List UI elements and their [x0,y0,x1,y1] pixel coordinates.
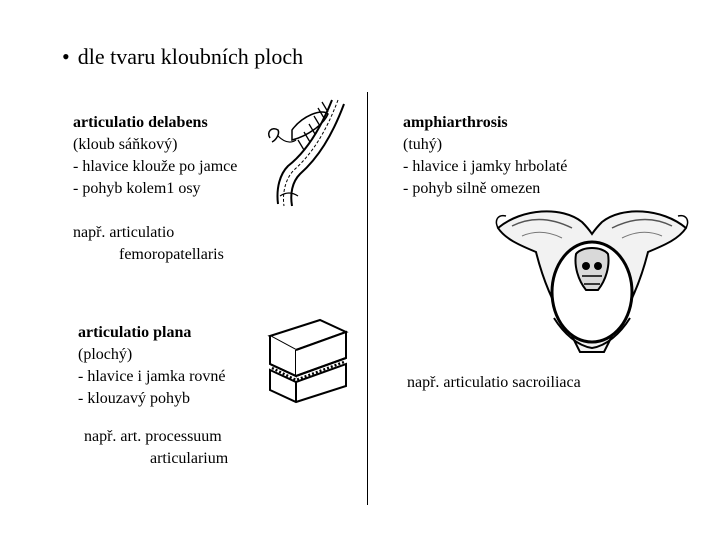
knee-joint-illustration [262,96,350,208]
delabens-example-prefix: např. articulatio [73,224,175,241]
amphi-block [403,112,567,200]
amphi-line-2: - hlavice i jamky hrbolaté [403,158,568,175]
amphi-line-1: (tuhý) [403,136,443,153]
plana-title: articulatio plana [78,324,192,341]
plane-joint-illustration [266,316,350,402]
plana-example [84,426,228,470]
bullet-icon: • [62,44,70,69]
pelvis-illustration [492,206,692,358]
plana-example-prefix: např. art. processuum [84,428,222,445]
plana-line-2: - hlavice i jamka rovné [78,368,226,385]
amphi-title: amphiarthrosis [403,114,508,131]
delabens-block [73,112,237,200]
plana-example-cont: articularium [150,450,229,467]
delabens-title: articulatio delabens [73,114,208,131]
amphi-line-3: - pohyb silně omezen [403,180,541,197]
delabens-example [73,222,224,266]
column-divider [367,92,368,505]
delabens-line-1: (kloub sáňkový) [73,136,178,153]
amphi-example [407,372,581,394]
amphi-example-text: např. articulatio sacroiliaca [407,374,581,391]
delabens-example-cont: femoropatellaris [119,246,224,263]
heading-text: dle tvaru kloubních ploch [77,44,304,69]
delabens-line-3: - pohyb kolem1 osy [73,180,201,197]
plana-line-1: (plochý) [78,346,133,363]
plana-line-3: - klouzavý pohyb [78,390,190,407]
plana-block [78,322,226,410]
delabens-line-2: - hlavice klouže po jamce [73,158,238,175]
slide-heading [62,44,303,70]
